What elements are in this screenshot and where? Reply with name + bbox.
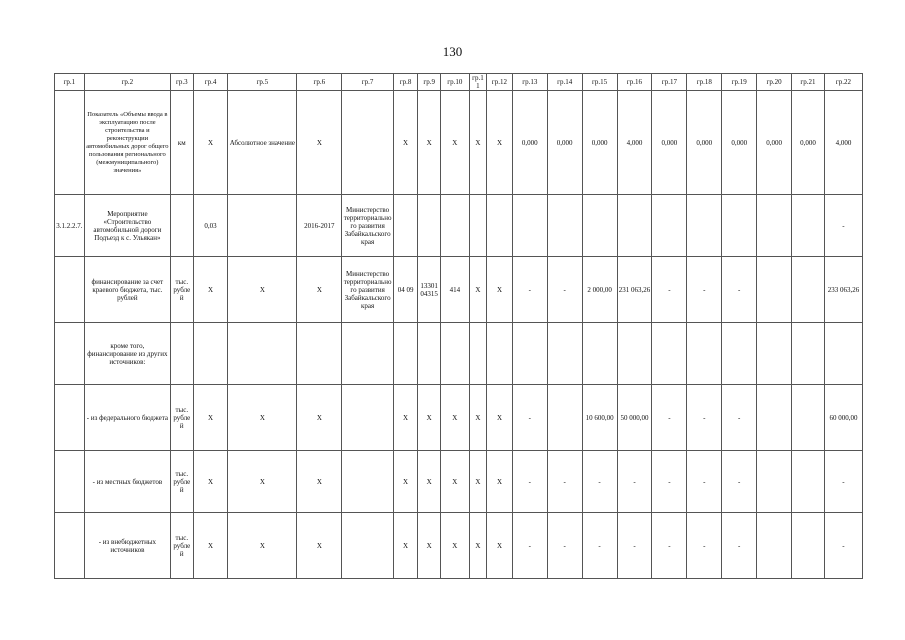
table-cell	[393, 195, 418, 257]
table-cell	[440, 323, 469, 385]
table-cell	[171, 323, 194, 385]
table-cell: -	[722, 513, 757, 579]
table-cell	[55, 257, 85, 323]
table-cell: 0,000	[722, 91, 757, 195]
table-cell	[342, 513, 393, 579]
data-table	[54, 73, 863, 579]
table-cell	[722, 323, 757, 385]
table-cell	[440, 195, 469, 257]
table-cell: X	[193, 385, 228, 451]
table-cell: 4,000	[617, 91, 652, 195]
table-cell	[582, 323, 617, 385]
column-header: гр.1	[55, 74, 85, 91]
table-cell: - из федерального бюджета	[84, 385, 170, 451]
column-header: гр.17	[652, 74, 687, 91]
table-cell: X	[393, 91, 418, 195]
table-cell: X	[487, 513, 513, 579]
table-cell	[757, 451, 792, 513]
table-cell: - из внебюджетных источников	[84, 513, 170, 579]
column-header: гр.15	[582, 74, 617, 91]
table-cell	[418, 195, 441, 257]
table-cell	[55, 323, 85, 385]
column-header: гр.2	[84, 74, 170, 91]
table-cell: X	[487, 91, 513, 195]
table-cell: X	[440, 91, 469, 195]
table-cell: X	[487, 451, 513, 513]
table-cell: X	[469, 257, 486, 323]
table-cell	[652, 323, 687, 385]
table-cell: -	[652, 451, 687, 513]
table-cell: -	[824, 451, 862, 513]
table-cell	[418, 323, 441, 385]
table-cell: -	[512, 257, 547, 323]
table-cell: 10 600,00	[582, 385, 617, 451]
table-cell	[487, 195, 513, 257]
table-cell: -	[617, 513, 652, 579]
table-cell	[547, 323, 582, 385]
table-cell: Министерство территориального развития Забайкальского края	[342, 195, 393, 257]
table-cell: X	[297, 91, 342, 195]
table-cell	[342, 323, 393, 385]
table-cell	[757, 385, 792, 451]
table-cell: X	[297, 513, 342, 579]
table-cell: 0,000	[687, 91, 722, 195]
table-cell: X	[440, 385, 469, 451]
column-header: гр.14	[547, 74, 582, 91]
table-cell: X	[393, 385, 418, 451]
table-cell	[617, 195, 652, 257]
table-cell: -	[547, 257, 582, 323]
column-header: гр.5	[228, 74, 297, 91]
table-cell: -	[824, 195, 862, 257]
table-cell	[757, 323, 792, 385]
table-cell: X	[440, 513, 469, 579]
table-cell: Показатель «Объемы ввода в эксплуатацию после строительства и реконструкции автомобильных дорог общего пользования регионального (межмуниципального) значения»	[84, 91, 170, 195]
table-cell: тыс. рублей	[171, 513, 194, 579]
table-cell: X	[393, 513, 418, 579]
table-cell: X	[228, 451, 297, 513]
table-row	[55, 91, 863, 195]
table-row	[55, 257, 863, 323]
table-cell: -	[547, 451, 582, 513]
table-cell: X	[487, 257, 513, 323]
table-cell: -	[547, 513, 582, 579]
table-cell: X	[418, 451, 441, 513]
header-row	[55, 74, 863, 91]
table-cell	[757, 513, 792, 579]
table-cell: -	[722, 451, 757, 513]
table-cell: X	[418, 385, 441, 451]
table-cell: 0,000	[582, 91, 617, 195]
table-cell	[652, 195, 687, 257]
table-cell	[512, 195, 547, 257]
column-header: гр.19	[722, 74, 757, 91]
table-cell: -	[687, 451, 722, 513]
table-cell: Абсолютное значение	[228, 91, 297, 195]
column-header: гр.22	[824, 74, 862, 91]
table-cell	[792, 323, 825, 385]
table-cell	[792, 451, 825, 513]
table-cell	[792, 385, 825, 451]
table-cell: X	[487, 385, 513, 451]
table-cell	[792, 195, 825, 257]
table-cell: 0,03	[193, 195, 228, 257]
table-cell: -	[582, 451, 617, 513]
table-cell: -	[652, 513, 687, 579]
table-cell	[469, 195, 486, 257]
table-cell: -	[687, 513, 722, 579]
table-cell: X	[469, 91, 486, 195]
table-cell: 60 000,00	[824, 385, 862, 451]
table-cell: Министерство территориального развития Забайкальского края	[342, 257, 393, 323]
table-cell: X	[228, 385, 297, 451]
table-cell: 04 09	[393, 257, 418, 323]
column-header: гр.12	[487, 74, 513, 91]
table-cell: 233 063,26	[824, 257, 862, 323]
table-cell: Мероприятие «Строительство автомобильной дороги Подъезд к с. Ульякан»	[84, 195, 170, 257]
table-row	[55, 195, 863, 257]
table-cell: -	[722, 257, 757, 323]
table-cell	[824, 323, 862, 385]
table-cell	[228, 323, 297, 385]
table-cell	[792, 513, 825, 579]
table-cell: X	[440, 451, 469, 513]
column-header: гр.9	[418, 74, 441, 91]
table-cell: -	[512, 513, 547, 579]
column-header: гр.13	[512, 74, 547, 91]
table-cell: кроме того, финансирование из других источников:	[84, 323, 170, 385]
table-row	[55, 513, 863, 579]
table-cell	[342, 91, 393, 195]
table-cell: -	[582, 513, 617, 579]
table-cell: X	[193, 91, 228, 195]
table-cell: X	[193, 451, 228, 513]
column-header: гр.11	[469, 74, 486, 91]
table-cell	[617, 323, 652, 385]
table-cell: 3.1.2.2.7.	[55, 195, 85, 257]
table-cell: X	[469, 451, 486, 513]
table-cell	[55, 513, 85, 579]
table-cell: X	[228, 257, 297, 323]
table-cell: 0,000	[792, 91, 825, 195]
table-cell: -	[652, 257, 687, 323]
column-header: гр.3	[171, 74, 194, 91]
table-cell	[342, 385, 393, 451]
table-cell: X	[193, 513, 228, 579]
table-cell: тыс. рублей	[171, 385, 194, 451]
table-cell	[55, 91, 85, 195]
table-cell: X	[297, 451, 342, 513]
table-cell: X	[418, 513, 441, 579]
table-cell: 414	[440, 257, 469, 323]
table-cell	[547, 385, 582, 451]
table-cell: финансирование за счет краевого бюджета, тыс. рублей	[84, 257, 170, 323]
table-cell	[582, 195, 617, 257]
table-cell: X	[297, 257, 342, 323]
table-cell	[687, 323, 722, 385]
table-cell: 2016-2017	[297, 195, 342, 257]
table-row	[55, 451, 863, 513]
table-cell: X	[193, 257, 228, 323]
table-cell: 0,000	[757, 91, 792, 195]
table-cell: 0,000	[547, 91, 582, 195]
table-cell: 0,000	[652, 91, 687, 195]
table-cell: - из местных бюджетов	[84, 451, 170, 513]
table-cell	[171, 195, 194, 257]
table-cell	[393, 323, 418, 385]
table-cell	[297, 323, 342, 385]
table-cell: 231 063,26	[617, 257, 652, 323]
table-row	[55, 323, 863, 385]
table-cell	[228, 195, 297, 257]
table-cell: -	[512, 451, 547, 513]
table-cell	[512, 323, 547, 385]
column-header: гр.7	[342, 74, 393, 91]
table-cell: 1330104315	[418, 257, 441, 323]
table-cell: -	[722, 385, 757, 451]
column-header: гр.18	[687, 74, 722, 91]
table-cell	[687, 195, 722, 257]
column-header: гр.16	[617, 74, 652, 91]
table-row	[55, 385, 863, 451]
table-cell: X	[228, 513, 297, 579]
table-cell: -	[824, 513, 862, 579]
table-cell	[55, 451, 85, 513]
table-cell: X	[469, 385, 486, 451]
page-number: 130	[442, 44, 463, 59]
table-cell	[193, 323, 228, 385]
table-cell	[792, 257, 825, 323]
table-cell	[469, 323, 486, 385]
table-cell: X	[469, 513, 486, 579]
table-cell: 4,000	[824, 91, 862, 195]
table-cell: -	[512, 385, 547, 451]
table-cell: -	[687, 257, 722, 323]
table-cell	[722, 195, 757, 257]
table-cell	[342, 451, 393, 513]
table-cell: тыс. рублей	[171, 257, 194, 323]
table-cell	[487, 323, 513, 385]
column-header: гр.8	[393, 74, 418, 91]
table-cell: 2 000,00	[582, 257, 617, 323]
table-cell: X	[297, 385, 342, 451]
table-cell: -	[617, 451, 652, 513]
table-cell: -	[687, 385, 722, 451]
table-cell: 0,000	[512, 91, 547, 195]
table-cell: тыс. рублей	[171, 451, 194, 513]
column-header: гр.20	[757, 74, 792, 91]
table-cell: км	[171, 91, 194, 195]
table-cell: X	[418, 91, 441, 195]
column-header: гр.10	[440, 74, 469, 91]
table-cell: -	[652, 385, 687, 451]
table-cell	[55, 385, 85, 451]
column-header: гр.21	[792, 74, 825, 91]
table-cell: X	[393, 451, 418, 513]
table-cell	[757, 257, 792, 323]
table-cell	[547, 195, 582, 257]
column-header: гр.4	[193, 74, 228, 91]
column-header: гр.6	[297, 74, 342, 91]
table-cell: 50 000,00	[617, 385, 652, 451]
table-cell	[757, 195, 792, 257]
